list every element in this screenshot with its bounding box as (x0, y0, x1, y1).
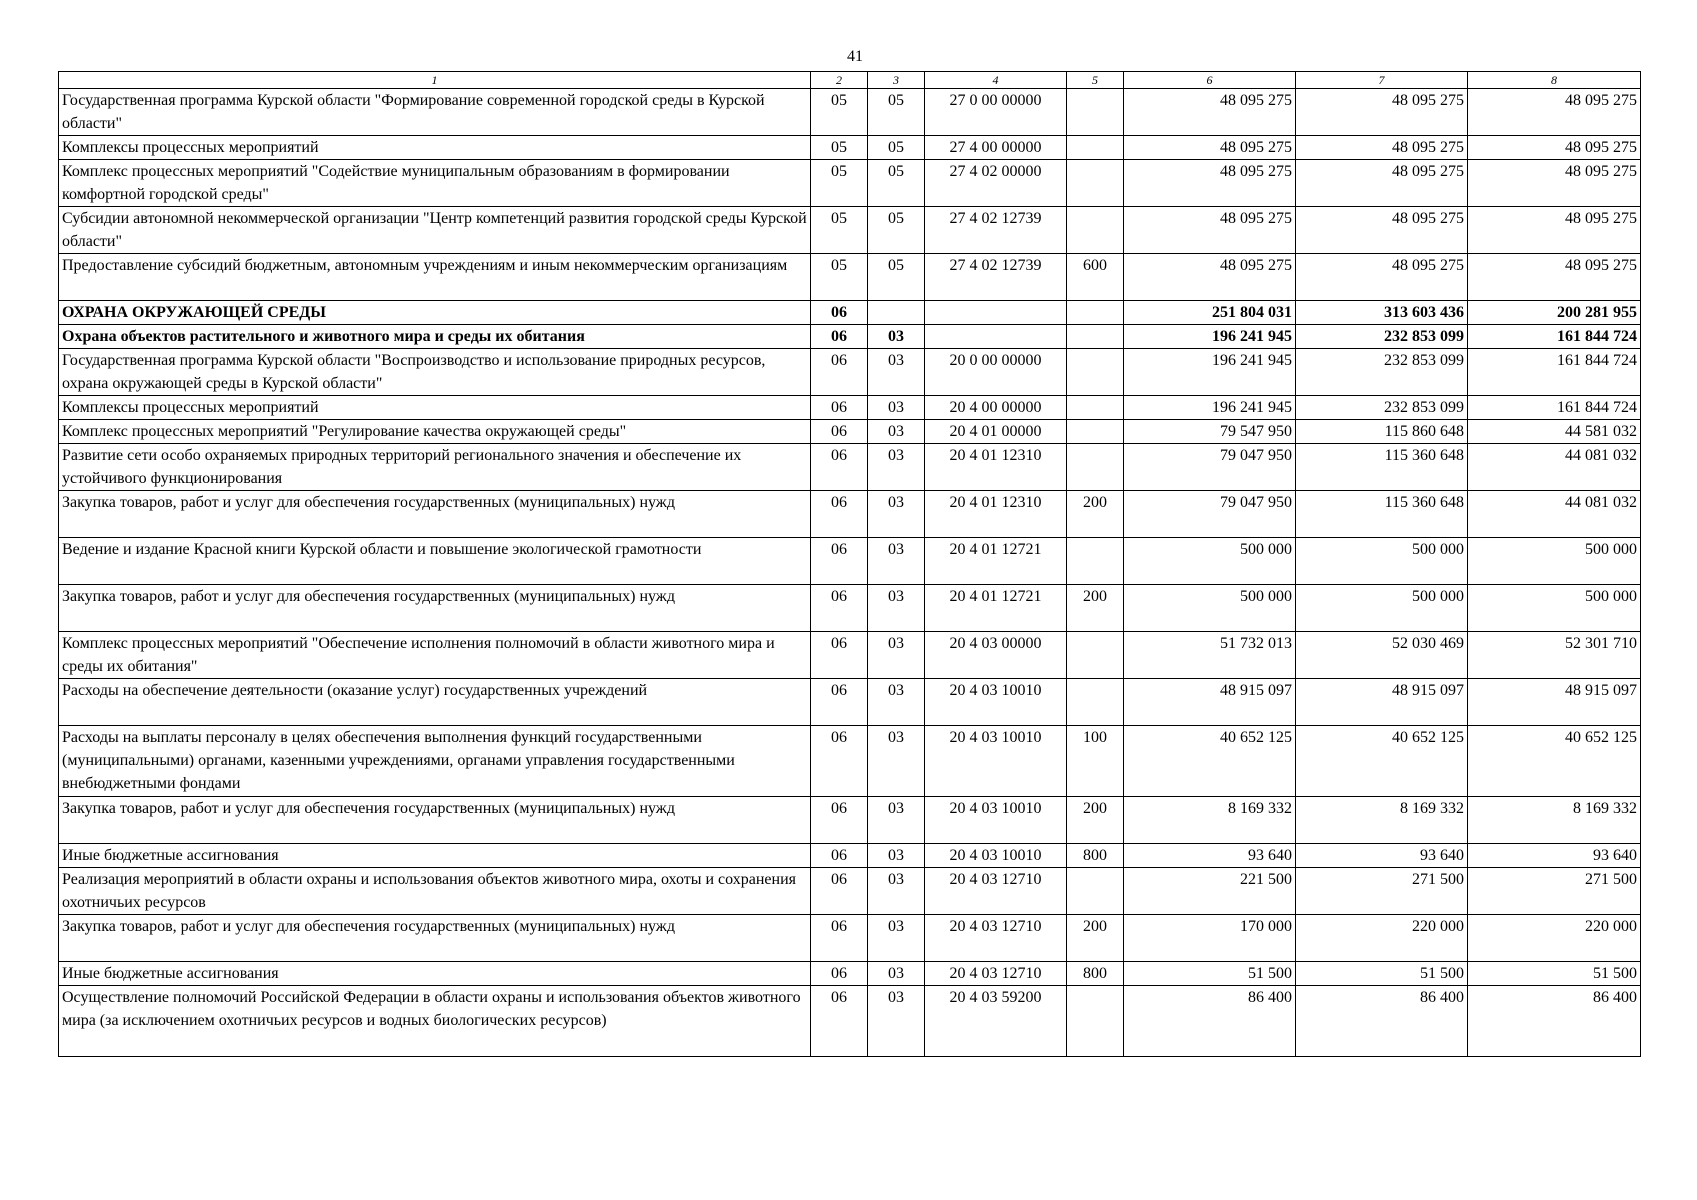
subsection-code: 03 (868, 325, 925, 349)
table-row (59, 136, 1641, 160)
target-article-code: 27 4 02 12739 (925, 254, 1067, 301)
expense-type-code: 100 (1067, 726, 1124, 797)
row-name: Комплексы процессных мероприятий (59, 396, 811, 420)
table-row (59, 444, 1641, 491)
target-article-code: 27 4 02 00000 (925, 160, 1067, 207)
table-row (59, 679, 1641, 726)
amount-col8: 271 500 (1468, 868, 1641, 915)
header-cell: 7 (1296, 72, 1468, 89)
row-name: Расходы на обеспечение деятельности (оказание услуг) государственных учреждений (59, 679, 811, 726)
section-code: 06 (811, 325, 868, 349)
expense-type-code (1067, 868, 1124, 915)
expense-type-code: 800 (1067, 844, 1124, 868)
target-article-code: 20 4 03 59200 (925, 986, 1067, 1057)
subsection-code: 03 (868, 962, 925, 986)
section-code: 05 (811, 136, 868, 160)
table-row-subsection (59, 325, 1641, 349)
table-row (59, 986, 1641, 1057)
row-name: Комплекс процессных мероприятий "Регулирование качества окружающей среды" (59, 420, 811, 444)
section-code: 06 (811, 396, 868, 420)
target-article-code: 20 4 01 12310 (925, 444, 1067, 491)
amount-col7: 271 500 (1296, 868, 1468, 915)
expense-type-code: 800 (1067, 962, 1124, 986)
subsection-code: 03 (868, 726, 925, 797)
row-name: Субсидии автономной некоммерческой организации "Центр компетенций развития городской среды Курской области" (59, 207, 811, 254)
expense-type-code (1067, 444, 1124, 491)
amount-col8: 48 095 275 (1468, 207, 1641, 254)
amount-col6: 500 000 (1124, 585, 1296, 632)
amount-col7: 232 853 099 (1296, 349, 1468, 396)
section-code: 06 (811, 349, 868, 396)
expense-type-code (1067, 301, 1124, 325)
amount-col8: 48 915 097 (1468, 679, 1641, 726)
target-article-code: 20 4 03 10010 (925, 679, 1067, 726)
table-row (59, 632, 1641, 679)
row-name: Закупка товаров, работ и услуг для обеспечения государственных (муниципальных) нужд (59, 491, 811, 538)
subsection-code: 05 (868, 254, 925, 301)
row-name: ОХРАНА ОКРУЖАЮЩЕЙ СРЕДЫ (59, 301, 811, 325)
target-article-code (925, 325, 1067, 349)
subsection-code: 03 (868, 420, 925, 444)
amount-col8: 44 581 032 (1468, 420, 1641, 444)
section-code: 05 (811, 160, 868, 207)
amount-col6: 40 652 125 (1124, 726, 1296, 797)
section-code: 06 (811, 444, 868, 491)
section-code: 06 (811, 986, 868, 1057)
amount-col6: 51 500 (1124, 962, 1296, 986)
subsection-code: 03 (868, 797, 925, 844)
amount-col8: 86 400 (1468, 986, 1641, 1057)
row-name: Государственная программа Курской области "Воспроизводство и использование природных ресурсов, охрана окружающей среды в Курской области" (59, 349, 811, 396)
section-code: 06 (811, 962, 868, 986)
row-name: Развитие сети особо охраняемых природных территорий регионального значения и обеспечение их устойчивого функционирования (59, 444, 811, 491)
expense-type-code (1067, 89, 1124, 136)
expense-type-code (1067, 349, 1124, 396)
amount-col7: 48 095 275 (1296, 89, 1468, 136)
amount-col7: 115 360 648 (1296, 491, 1468, 538)
expense-type-code (1067, 207, 1124, 254)
amount-col7: 86 400 (1296, 986, 1468, 1057)
target-article-code: 20 4 03 10010 (925, 797, 1067, 844)
target-article-code: 20 4 03 10010 (925, 844, 1067, 868)
table-row (59, 491, 1641, 538)
amount-col7: 48 095 275 (1296, 254, 1468, 301)
subsection-code: 03 (868, 349, 925, 396)
row-name: Закупка товаров, работ и услуг для обеспечения государственных (муниципальных) нужд (59, 797, 811, 844)
section-code: 06 (811, 797, 868, 844)
table-row (59, 915, 1641, 962)
expense-type-code: 200 (1067, 585, 1124, 632)
amount-col8: 8 169 332 (1468, 797, 1641, 844)
section-code: 06 (811, 679, 868, 726)
row-name: Комплексы процессных мероприятий (59, 136, 811, 160)
amount-col6: 79 047 950 (1124, 444, 1296, 491)
expense-type-code (1067, 396, 1124, 420)
section-code: 06 (811, 301, 868, 325)
target-article-code: 27 4 02 12739 (925, 207, 1067, 254)
amount-col6: 8 169 332 (1124, 797, 1296, 844)
table-row (59, 207, 1641, 254)
amount-col8: 44 081 032 (1468, 491, 1641, 538)
amount-col8: 52 301 710 (1468, 632, 1641, 679)
amount-col8: 200 281 955 (1468, 301, 1641, 325)
expense-type-code (1067, 632, 1124, 679)
expense-type-code (1067, 160, 1124, 207)
amount-col8: 51 500 (1468, 962, 1641, 986)
amount-col7: 115 860 648 (1296, 420, 1468, 444)
amount-col7: 232 853 099 (1296, 396, 1468, 420)
table-row (59, 396, 1641, 420)
row-name: Охрана объектов растительного и животного мира и среды их обитания (59, 325, 811, 349)
target-article-code: 20 4 01 12721 (925, 538, 1067, 585)
amount-col8: 161 844 724 (1468, 396, 1641, 420)
row-name: Государственная программа Курской области "Формирование современной городской среды в Курской области" (59, 89, 811, 136)
target-article-code: 20 4 03 10010 (925, 726, 1067, 797)
section-code: 06 (811, 726, 868, 797)
row-name: Комплекс процессных мероприятий "Обеспечение исполнения полномочий в области животного мира и среды их обитания" (59, 632, 811, 679)
target-article-code: 20 4 03 12710 (925, 868, 1067, 915)
section-code: 05 (811, 207, 868, 254)
subsection-code: 03 (868, 679, 925, 726)
subsection-code: 03 (868, 632, 925, 679)
amount-col6: 86 400 (1124, 986, 1296, 1057)
subsection-code: 03 (868, 396, 925, 420)
amount-col7: 8 169 332 (1296, 797, 1468, 844)
amount-col6: 48 095 275 (1124, 207, 1296, 254)
header-cell: 3 (868, 72, 925, 89)
amount-col7: 115 360 648 (1296, 444, 1468, 491)
amount-col6: 48 095 275 (1124, 89, 1296, 136)
section-code: 06 (811, 538, 868, 585)
table-row-section (59, 301, 1641, 325)
amount-col7: 40 652 125 (1296, 726, 1468, 797)
table-row (59, 844, 1641, 868)
subsection-code: 03 (868, 491, 925, 538)
amount-col8: 161 844 724 (1468, 349, 1641, 396)
amount-col7: 220 000 (1296, 915, 1468, 962)
target-article-code: 20 4 03 12710 (925, 962, 1067, 986)
target-article-code (925, 301, 1067, 325)
section-code: 05 (811, 89, 868, 136)
amount-col6: 79 047 950 (1124, 491, 1296, 538)
amount-col8: 48 095 275 (1468, 254, 1641, 301)
table-row (59, 797, 1641, 844)
header-cell: 2 (811, 72, 868, 89)
amount-col7: 48 915 097 (1296, 679, 1468, 726)
subsection-code: 03 (868, 538, 925, 585)
expense-type-code: 200 (1067, 797, 1124, 844)
target-article-code: 20 4 01 00000 (925, 420, 1067, 444)
amount-col8: 48 095 275 (1468, 89, 1641, 136)
table-row (59, 726, 1641, 797)
row-name: Закупка товаров, работ и услуг для обеспечения государственных (муниципальных) нужд (59, 915, 811, 962)
amount-col8: 40 652 125 (1468, 726, 1641, 797)
section-code: 06 (811, 868, 868, 915)
subsection-code: 05 (868, 136, 925, 160)
amount-col7: 48 095 275 (1296, 160, 1468, 207)
target-article-code: 20 4 01 12310 (925, 491, 1067, 538)
header-cell: 6 (1124, 72, 1296, 89)
subsection-code: 03 (868, 915, 925, 962)
subsection-code: 03 (868, 868, 925, 915)
subsection-code: 03 (868, 585, 925, 632)
subsection-code: 03 (868, 844, 925, 868)
subsection-code: 05 (868, 207, 925, 254)
amount-col6: 196 241 945 (1124, 396, 1296, 420)
target-article-code: 20 0 00 00000 (925, 349, 1067, 396)
amount-col6: 196 241 945 (1124, 325, 1296, 349)
header-row (59, 72, 1641, 89)
amount-col6: 51 732 013 (1124, 632, 1296, 679)
section-code: 06 (811, 420, 868, 444)
amount-col8: 500 000 (1468, 538, 1641, 585)
row-name: Расходы на выплаты персоналу в целях обеспечения выполнения функций государственными (муниципальными) органами, казенными учреждениями, органами управления государственными внебюджетными фондами (59, 726, 811, 797)
header-cell: 8 (1468, 72, 1641, 89)
amount-col8: 48 095 275 (1468, 136, 1641, 160)
amount-col7: 313 603 436 (1296, 301, 1468, 325)
section-code: 06 (811, 915, 868, 962)
amount-col7: 48 095 275 (1296, 207, 1468, 254)
section-code: 06 (811, 844, 868, 868)
section-code: 06 (811, 585, 868, 632)
row-name: Предоставление субсидий бюджетным, автономным учреждениям и иным некоммерческим организациям (59, 254, 811, 301)
expense-type-code (1067, 679, 1124, 726)
target-article-code: 20 4 03 00000 (925, 632, 1067, 679)
amount-col7: 500 000 (1296, 538, 1468, 585)
expense-type-code (1067, 136, 1124, 160)
amount-col8: 500 000 (1468, 585, 1641, 632)
amount-col6: 93 640 (1124, 844, 1296, 868)
section-code: 06 (811, 632, 868, 679)
amount-col6: 79 547 950 (1124, 420, 1296, 444)
subsection-code: 03 (868, 444, 925, 491)
amount-col8: 48 095 275 (1468, 160, 1641, 207)
target-article-code: 27 0 00 00000 (925, 89, 1067, 136)
amount-col6: 48 915 097 (1124, 679, 1296, 726)
target-article-code: 20 4 01 12721 (925, 585, 1067, 632)
subsection-code: 05 (868, 89, 925, 136)
subsection-code (868, 301, 925, 325)
row-name: Закупка товаров, работ и услуг для обеспечения государственных (муниципальных) нужд (59, 585, 811, 632)
header-cell: 5 (1067, 72, 1124, 89)
expense-type-code (1067, 420, 1124, 444)
amount-col7: 48 095 275 (1296, 136, 1468, 160)
page-number: 41 (847, 48, 863, 65)
target-article-code: 20 4 00 00000 (925, 396, 1067, 420)
header-cell: 1 (59, 72, 811, 89)
table-row (59, 962, 1641, 986)
table-row (59, 89, 1641, 136)
amount-col8: 44 081 032 (1468, 444, 1641, 491)
target-article-code: 27 4 00 00000 (925, 136, 1067, 160)
subsection-code: 05 (868, 160, 925, 207)
table-row (59, 420, 1641, 444)
amount-col8: 161 844 724 (1468, 325, 1641, 349)
amount-col6: 48 095 275 (1124, 254, 1296, 301)
row-name: Иные бюджетные ассигнования (59, 962, 811, 986)
amount-col6: 170 000 (1124, 915, 1296, 962)
amount-col7: 93 640 (1296, 844, 1468, 868)
amount-col6: 251 804 031 (1124, 301, 1296, 325)
row-name: Комплекс процессных мероприятий "Содействие муниципальным образованиям в формировании комфортной городской среды" (59, 160, 811, 207)
subsection-code: 03 (868, 986, 925, 1057)
expense-type-code: 200 (1067, 491, 1124, 538)
amount-col8: 220 000 (1468, 915, 1641, 962)
amount-col8: 93 640 (1468, 844, 1641, 868)
row-name: Реализация мероприятий в области охраны и использования объектов животного мира, охоты и сохранения охотничьих ресурсов (59, 868, 811, 915)
table-row (59, 349, 1641, 396)
budget-table (58, 71, 1641, 1057)
row-name: Иные бюджетные ассигнования (59, 844, 811, 868)
expense-type-code (1067, 325, 1124, 349)
table-row (59, 585, 1641, 632)
amount-col7: 232 853 099 (1296, 325, 1468, 349)
section-code: 06 (811, 491, 868, 538)
expense-type-code: 600 (1067, 254, 1124, 301)
expense-type-code (1067, 538, 1124, 585)
table-row (59, 160, 1641, 207)
row-name: Осуществление полномочий Российской Федерации в области охраны и использования объектов животного мира (за исключением охотничьих ресурсов и водных биологических ресурсов) (59, 986, 811, 1057)
table-row (59, 538, 1641, 585)
header-cell: 4 (925, 72, 1067, 89)
section-code: 05 (811, 254, 868, 301)
row-name: Ведение и издание Красной книги Курской области и повышение экологической грамотности (59, 538, 811, 585)
amount-col6: 500 000 (1124, 538, 1296, 585)
table-row (59, 254, 1641, 301)
expense-type-code (1067, 986, 1124, 1057)
amount-col7: 52 030 469 (1296, 632, 1468, 679)
expense-type-code: 200 (1067, 915, 1124, 962)
amount-col7: 51 500 (1296, 962, 1468, 986)
amount-col6: 48 095 275 (1124, 136, 1296, 160)
amount-col6: 196 241 945 (1124, 349, 1296, 396)
amount-col6: 221 500 (1124, 868, 1296, 915)
target-article-code: 20 4 03 12710 (925, 915, 1067, 962)
amount-col7: 500 000 (1296, 585, 1468, 632)
amount-col6: 48 095 275 (1124, 160, 1296, 207)
table-row (59, 868, 1641, 915)
